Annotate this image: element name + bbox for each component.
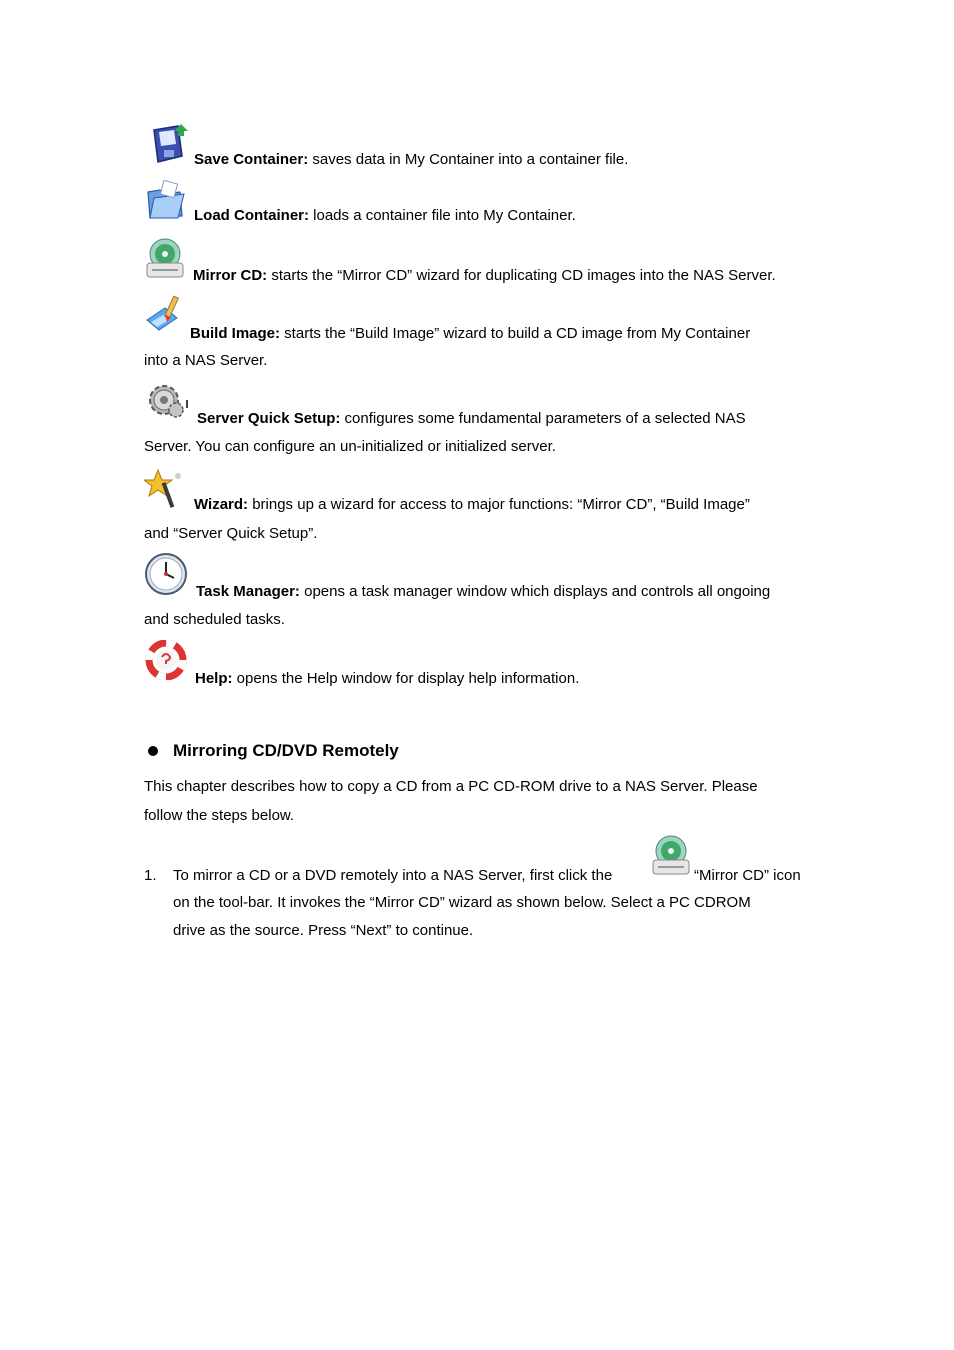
mirror-cd-icon (650, 834, 692, 878)
build-image-desc: starts the “Build Image” wizard to build a CD image from My Container (280, 325, 751, 342)
help-label: Help: (195, 670, 233, 687)
help-desc: opens the Help window for display help information. (232, 670, 580, 687)
task-manager-desc-cont: and scheduled tasks. (144, 611, 285, 628)
task-manager-icon (144, 552, 188, 596)
wizard-label: Wizard: (194, 496, 249, 513)
save-container-label: Save Container: (194, 151, 309, 168)
server-quick-setup-icon (144, 380, 190, 422)
wizard-desc-cont: and “Server Quick Setup”. (144, 525, 318, 542)
build-image-icon (143, 294, 185, 336)
save-container-icon (148, 122, 188, 164)
step-1-line-3: drive as the source. Press “Next” to continue. (173, 922, 474, 939)
server-quick-setup-desc: configures some fundamental parameters of a selected NAS (340, 410, 746, 427)
step-number: 1. (144, 867, 157, 884)
load-container-label: Load Container: (194, 207, 309, 224)
build-image-desc-cont: into a NAS Server. (144, 352, 268, 369)
section-heading: Mirroring CD/DVD Remotely (173, 741, 399, 760)
wizard-icon (144, 468, 186, 510)
step-1-line-1a: To mirror a CD or a DVD remotely into a NAS Server, first click the (173, 867, 613, 884)
step-1-line-1b: “Mirror CD” icon (694, 867, 801, 884)
mirror-cd-desc: starts the “Mirror CD” wizard for duplicating CD images into the NAS Server. (267, 267, 776, 284)
help-icon (144, 640, 188, 680)
save-container-desc: saves data in My Container into a container file. (308, 151, 629, 168)
server-quick-setup-label: Server Quick Setup: (197, 410, 341, 427)
intro-line-1: This chapter describes how to copy a CD from a PC CD-ROM drive to a NAS Server. Please (144, 778, 758, 795)
mirror-cd-label: Mirror CD: (193, 267, 268, 284)
wizard-desc: brings up a wizard for access to major functions: “Mirror CD”, “Build Image” (248, 496, 750, 513)
server-quick-setup-desc-cont: Server. You can configure an un-initialized or initialized server. (144, 438, 556, 455)
task-manager-desc: opens a task manager window which displays and controls all ongoing (299, 583, 771, 600)
step-1-line-2: on the tool-bar. It invokes the “Mirror CD” wizard as shown below. Select a PC CDROM (173, 894, 751, 911)
task-manager-label: Task Manager: (196, 583, 300, 600)
build-image-label: Build Image: (190, 325, 281, 342)
intro-line-2: follow the steps below. (144, 807, 295, 824)
bullet-icon (148, 746, 158, 756)
mirror-cd-icon (144, 237, 186, 281)
load-container-icon (146, 180, 186, 222)
load-container-desc: loads a container file into My Container. (309, 207, 576, 224)
